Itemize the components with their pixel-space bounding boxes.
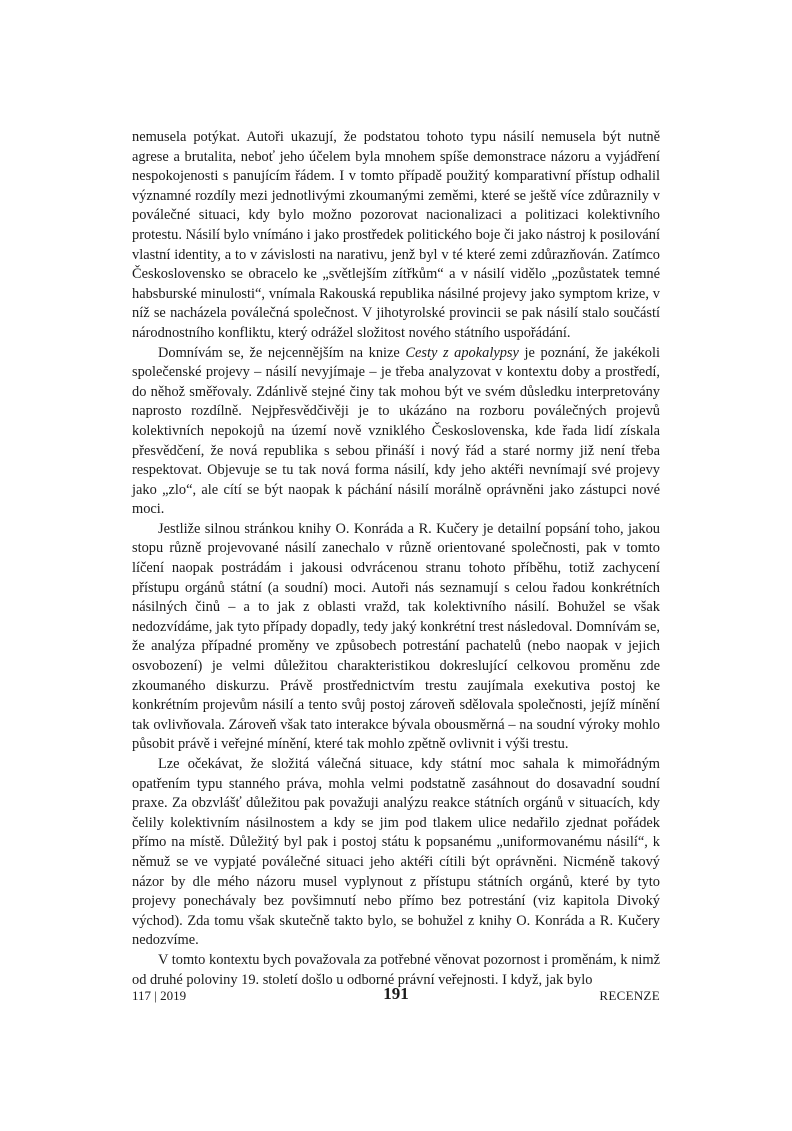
paragraph-2 bbox=[132, 344, 660, 520]
paragraph-2-text-end: je poznání, že jakékoli společenské projevy – násilí nevyjímaje – je třeba analyzovat v kontextu doby a prostředí, do něhož směřovaly. Zdánlivě stejné činy tak mohou být ve svém důsledku interpretovány naprosto rozdílně. Nejpřesvědčivěji je to ukázáno na rozboru poválečných projevů kolektivních nepokojů na území nově vzniklého Československa, kde řada lidí získala přesvědčení, že nová republika s sebou přináší i nový řád a staré normy již není třeba respektovat. Objevuje se tu tak nová forma násilí, kdy jeho aktéři nevnímají své projevy jako „zlo“, ale cítí se být naopak k páchání násilí morálně oprávněni jako zástupci nové moci. bbox=[132, 344, 660, 518]
page-footer bbox=[132, 984, 660, 1008]
paragraph-5-text: V tomto kontextu bych považovala za potřebné věnovat pozornost i proměnám, k nimž od druhé poloviny 19. století došlo u odborné právní veřejnosti. I když, jak bylo bbox=[132, 951, 660, 988]
paragraph-4-text: Lze očekávat, že složitá válečná situace, kdy státní moc sahala k mimořádným opatřením typu stanného práva, mohla velmi podstatně zasáhnout do dosavadní soudní praxe. Za obzvlášť důležitou pak považuji analýzu reakce státních orgánů v situacích, kdy čelily kolektivním násilnostem a kdy se jim pod tlakem ulice nedařilo zjednat pořádek přímo na místě. Důležitý byl pak i postoj státu k popsanému „uniformovanému násilí“, k němuž se ve vypjaté poválečné situaci jeho aktéři cítili být oprávněni. Nicméně takový názor by dle mého názoru musel vyplynout z přístupu státních orgánů, které by tyto projevy ponechávaly bez povšimnutí nebo přímo bez potrestání (viz kapitola Divoký východ). Zda tomu však skutečně takto bylo, se bohužel z knihy O. Konráda a R. Kučery nedozvíme. bbox=[132, 756, 660, 949]
paragraph-4 bbox=[132, 755, 660, 951]
issue-number: 117 | 2019 bbox=[132, 988, 187, 1003]
paragraph-2-text-start: Domnívám se, že nejcennějším na knize bbox=[158, 344, 406, 361]
paragraph-1-text: nemusela potýkat. Autoři ukazují, že podstatou tohoto typu násilí nemusela být nutně agrese a brutalita, neboť jeho účelem byla mnohem spíše demonstrace názoru a vyjádření nespokojenosti s panujícím řádem. I v tomto případě použitý komparativní přístup odhalil významné rozdíly mezi jednotlivými zkoumanými zeměmi, které se ještě více zdůraznily v poválečné situaci, kdy bylo možno pozorovat nacionalizaci a politizaci kolektivního protestu. Násilí bylo vnímáno i jako prostředek politického boje či jako nástroj k posilování vlastní identity, a to v závislosti na narativu, jenž byl v té které zemi zdůrazňován. Zatímco Československo se obracelo ke „světlejším zítřkům“ a v násilí vidělo „pozůstatek temné habsburské minulosti“, vnímala Rakouská republika násilné projevy jako symptom krize, v níž se nacházela poválečná společnost. V jihotyrolské provincii se pak násilí stalo součástí národnostního konfliktu, který odrážel složitost nového státního uspořádání. bbox=[132, 129, 660, 341]
paragraph-3-text: Jestliže silnou stránkou knihy O. Konráda a R. Kučery je detailní popsání toho, jakou stopu různě projevované násilí zanechalo v různě orientované společnosti, pak v tomto líčení naopak postrádám i jakousi odvrácenou stranu tohoto příběhu, totiž zachycení přístupu orgánů státní (a soudní) moci. Autoři nás seznamují s celou řadou konkrétních násilných činů – a to jak z oblasti vražd, tak kolektivního násilí. Bohužel se však nedozvídáme, jak tyto případy dopadly, tedy jaký konkrétní trest následoval. Domnívám se, že analýza případné proměny ve způsobech potrestání pachatelů (nebo naopak v jejich osvobození) je velmi důležitou charakteristikou dokreslující celkovou proměnu zde zkoumaného diskurzu. Právě prostřednictvím trestu zaujímala exekutiva postoj ke konkrétním projevům násilí a tento svůj postoj zároveň sdělovala společnosti, jejíž mínění tak ovlivňovala. Zároveň však tato interakce bývala obousměrná – na soudní výroky mohlo působit právě i veřejné mínění, které tak mohlo zpětně ovlivnit i výši trestu. bbox=[132, 520, 660, 753]
article-body bbox=[132, 128, 660, 990]
paragraph-1 bbox=[132, 128, 660, 344]
paragraph-3 bbox=[132, 520, 660, 755]
section-name: RECENZE bbox=[599, 988, 660, 1003]
book-title: Cesty z apokalypsy bbox=[405, 344, 519, 361]
page-number: 191 bbox=[383, 984, 409, 1003]
